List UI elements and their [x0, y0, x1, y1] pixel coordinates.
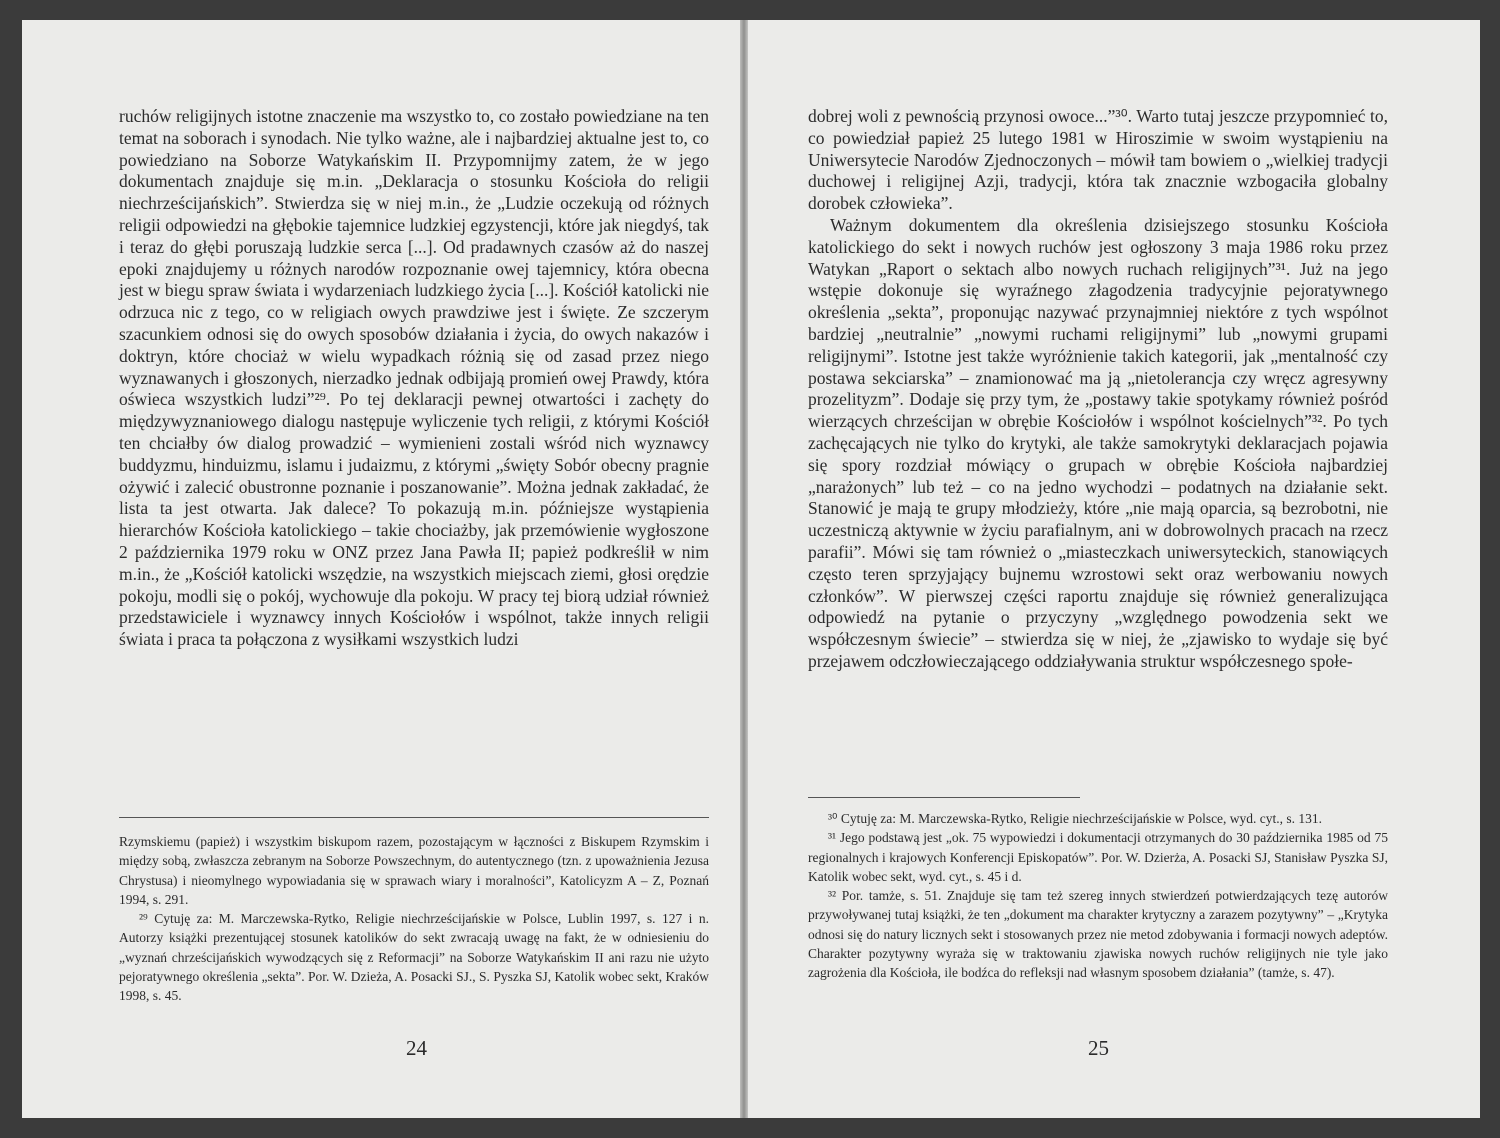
right-page-footnotes [808, 809, 1388, 983]
footnote-31: ³¹ Jego podstawą jest „ok. 75 wypowiedzi i dokumentacji otrzymanych do 30 października 1985 od 75 regionalnych i krajowych Konferencji Episkopatów”. Por. W. Dzierża, A. Posacki SJ, Stanisław Pyszka SJ, Katolik wobec sekt, wyd. cyt., s. 45 i d. [808, 830, 1388, 884]
footnote-29: ²⁹ Cytuję za: M. Marczewska-Rytko, Religie niechrześcijańskie w Polsce, Lublin 1997, s. 127 i n. Autorzy książki prezentującej stosunek katolików do sekt zwracają uwagę na fakt, że w odniesieniu do „wyznań chrześcijańskich wywodzących się z Reformacji” na Soborze Watykańskim II ani razu nie użyto pejoratywnego określenia „sekta”. Por. W. Dzieża, A. Posacki SJ., S. Pyszka SJ, Katolik wobec sekt, Kraków 1998, s. 45. [119, 911, 709, 1004]
footnote-rule [808, 797, 1080, 798]
book-gutter [740, 20, 748, 1118]
body-paragraph: ruchów religijnych istotne znaczenie ma wszystko to, co zostało powiedziane na ten temat na soborach i synodach. Nie tylko ważne, ale i najbardziej aktualne jest to, co powiedziano na Soborze Watykańskim II. Przypomnijmy zatem, że w jego dokumentach znajduje się m.in. „Deklaracja o stosunku Kościoła do religii niechrześcijańskich”. Stwierdza się w niej m.in., że „Ludzie oczekują od różnych religii odpowiedzi na głębokie tajemnice ludzkiej egzystencji, które jak niegdyś, tak i teraz do głębi poruszają ludzkie serca [...]. Od pradawnych czasów aż do naszej epoki znajdujemy u różnych narodów rozpoznanie owej tajemnicy, która obecna jest w biegu spraw świata i wydarzeniach ludzkiego życia [...]. Kościół katolicki nie odrzuca nic z tego, co w religiach owych prawdziwe jest i święte. Ze szczerym szacunkiem odnosi się do owych sposobów działania i życia, do owych nakazów i doktryn, które chociaż w wielu wypadkach różnią się od zasad przez niego wyznawanych i głoszonych, nierzadko jednak odbijają promień owej Prawdy, która oświeca wszystkich ludzi”²⁹. Po tej deklaracji pewnej otwartości i zachęty do międzywyznaniowego dialogu następuje wyliczenie tych religii, z którymi Kościół ten chciałby ów dialog prowadzić – wymienieni zostali wśród nich wyznawcy buddyzmu, hinduizmu, islamu i judaizmu, z którymi „święty Sobór obecny pragnie ożywić i zalecić obustronne poznanie i poszanowanie”. Można jednak zakładać, że lista ta jest otwarta. Jak dalece? To pokazują m.in. późniejsze wystąpienia hierarchów Kościoła katolickiego – takie chociażby, jak przemówienie wygłoszone 2 października 1979 roku w ONZ przez Jana Pawła II; papież podkreślił w nim m.in., że „Kościół katolicki wszędzie, na wszystkich miejscach ziemi, głosi orędzie pokoju, modli się o pokój, wychowuje dla pokoju. W pracy tej biorą udział również przedstawiciele i wyznawcy innych Kościołów i wspólnot, także innych religii świata i praca ta połączona z wysiłkami wszystkich ludzi [119, 106, 709, 650]
left-page [22, 20, 740, 1118]
left-page-footnotes [119, 832, 709, 1006]
footnote-30: ³⁰ Cytuję za: M. Marczewska-Rytko, Religie niechrześcijańskie w Polsce, wyd. cyt., s. 131. [828, 811, 1323, 826]
right-page [748, 20, 1480, 1118]
footnote-continuation: Rzymskiemu (papież) i wszystkim biskupom razem, pozostającym w łączności z Biskupem Rzymskim i między sobą, zwłaszcza zebranym na Soborze Powszechnym, do autentycznego (tzn. z upoważnienia Jezusa Chrystusa) i nieomylnego wypowiadania się w sprawach wiary i moralności”, Katolicyzm A – Z, Poznań 1994, s. 291. [119, 834, 709, 907]
footnote-32: ³² Por. tamże, s. 51. Znajduje się tam też szereg innych stwierdzeń potwierdzających tezę autorów przywoływanej tutaj książki, że ten „dokument ma charakter krytyczny a zarazem pozytywny” – „Krytyka odnosi się do natury licznych sekt i stosowanych przez nie metod zdobywania i formacji nowych adeptów. Charakter pozytywny wyraża się w traktowaniu zjawiska nowych ruchów religijnych nie tyle jako zagrożenia dla Kościoła, ile bodźca do refleksji nad własnym sposobem działania” (tamże, s. 47). [808, 888, 1388, 981]
right-page-body [808, 106, 1388, 673]
left-page-body [119, 106, 709, 651]
footnote-rule [119, 817, 709, 818]
body-paragraph: dobrej woli z pewnością przynosi owoce...”³⁰. Warto tutaj jeszcze przypomnieć to, co powiedział papież 25 lutego 1981 w Hiroszimie w swoim wystąpieniu na Uniwersytecie Narodów Zjednoczonych – mówił tam bowiem o „wielkiej tradycji duchowej i religijnej Azji, tradycji, która tak znacznie wzbogaciła globalny dorobek człowieka”. [808, 106, 1388, 214]
page-number: 24 [406, 1036, 427, 1060]
page-number: 25 [1088, 1036, 1109, 1060]
body-paragraph: Ważnym dokumentem dla określenia dzisiejszego stosunku Kościoła katolickiego do sekt i nowych ruchów jest ogłoszony 3 maja 1986 roku przez Watykan „Raport o sektach albo nowych ruchach religijnych”³¹. Już na jego wstępie dokonuje się wyraźnego złagodzenia tradycyjnie pejoratywnego określenia „sekta”, proponując nazywać przynajmniej niektóre z tych wspólnot bardziej „neutralnie” „nowymi ruchami religijnymi” lub „nowymi grupami religijnymi”. Istotne jest także wyróżnienie takich kategorii, jak „mentalność czy postawa sekciarska” – znamionować ma ją „nietolerancja czy wręcz agresywny prozelityzm”. Dodaje się przy tym, że „postawy takie spotykamy również pośród wierzących chrześcijan w obrębie Kościołów i wspólnot kościelnych”³². Po tych zachęcających nie tylko do krytyki, ale także samokrytyki deklaracjach pojawia się spory rozdział mówiący o grupach w obrębie Kościoła najbardziej „narażonych” lub też – co na jedno wychodzi – podatnych na działanie sekt. Stanowić je mają te grupy młodzieży, które „nie mają oparcia, są bezrobotni, nie uczestniczą aktywnie w życiu parafialnym, ani w dobrowolnych pracach na rzecz parafii”. Mówi się tam również o „miasteczkach uniwersyteckich, stanowiących często teren sprzyjający bujnemu wzrostowi sekt oraz werbowaniu nowych członków”. W pierwszej części raportu znajduje się również generalizująca odpowiedź na pytanie o przyczyny „względnego powodzenia sekt we współczesnym świecie” – stwierdza się w niej, że „zjawisko to wydaje się być przejawem odczłowieczającego oddziaływania struktur współczesnego społe- [808, 214, 1388, 671]
